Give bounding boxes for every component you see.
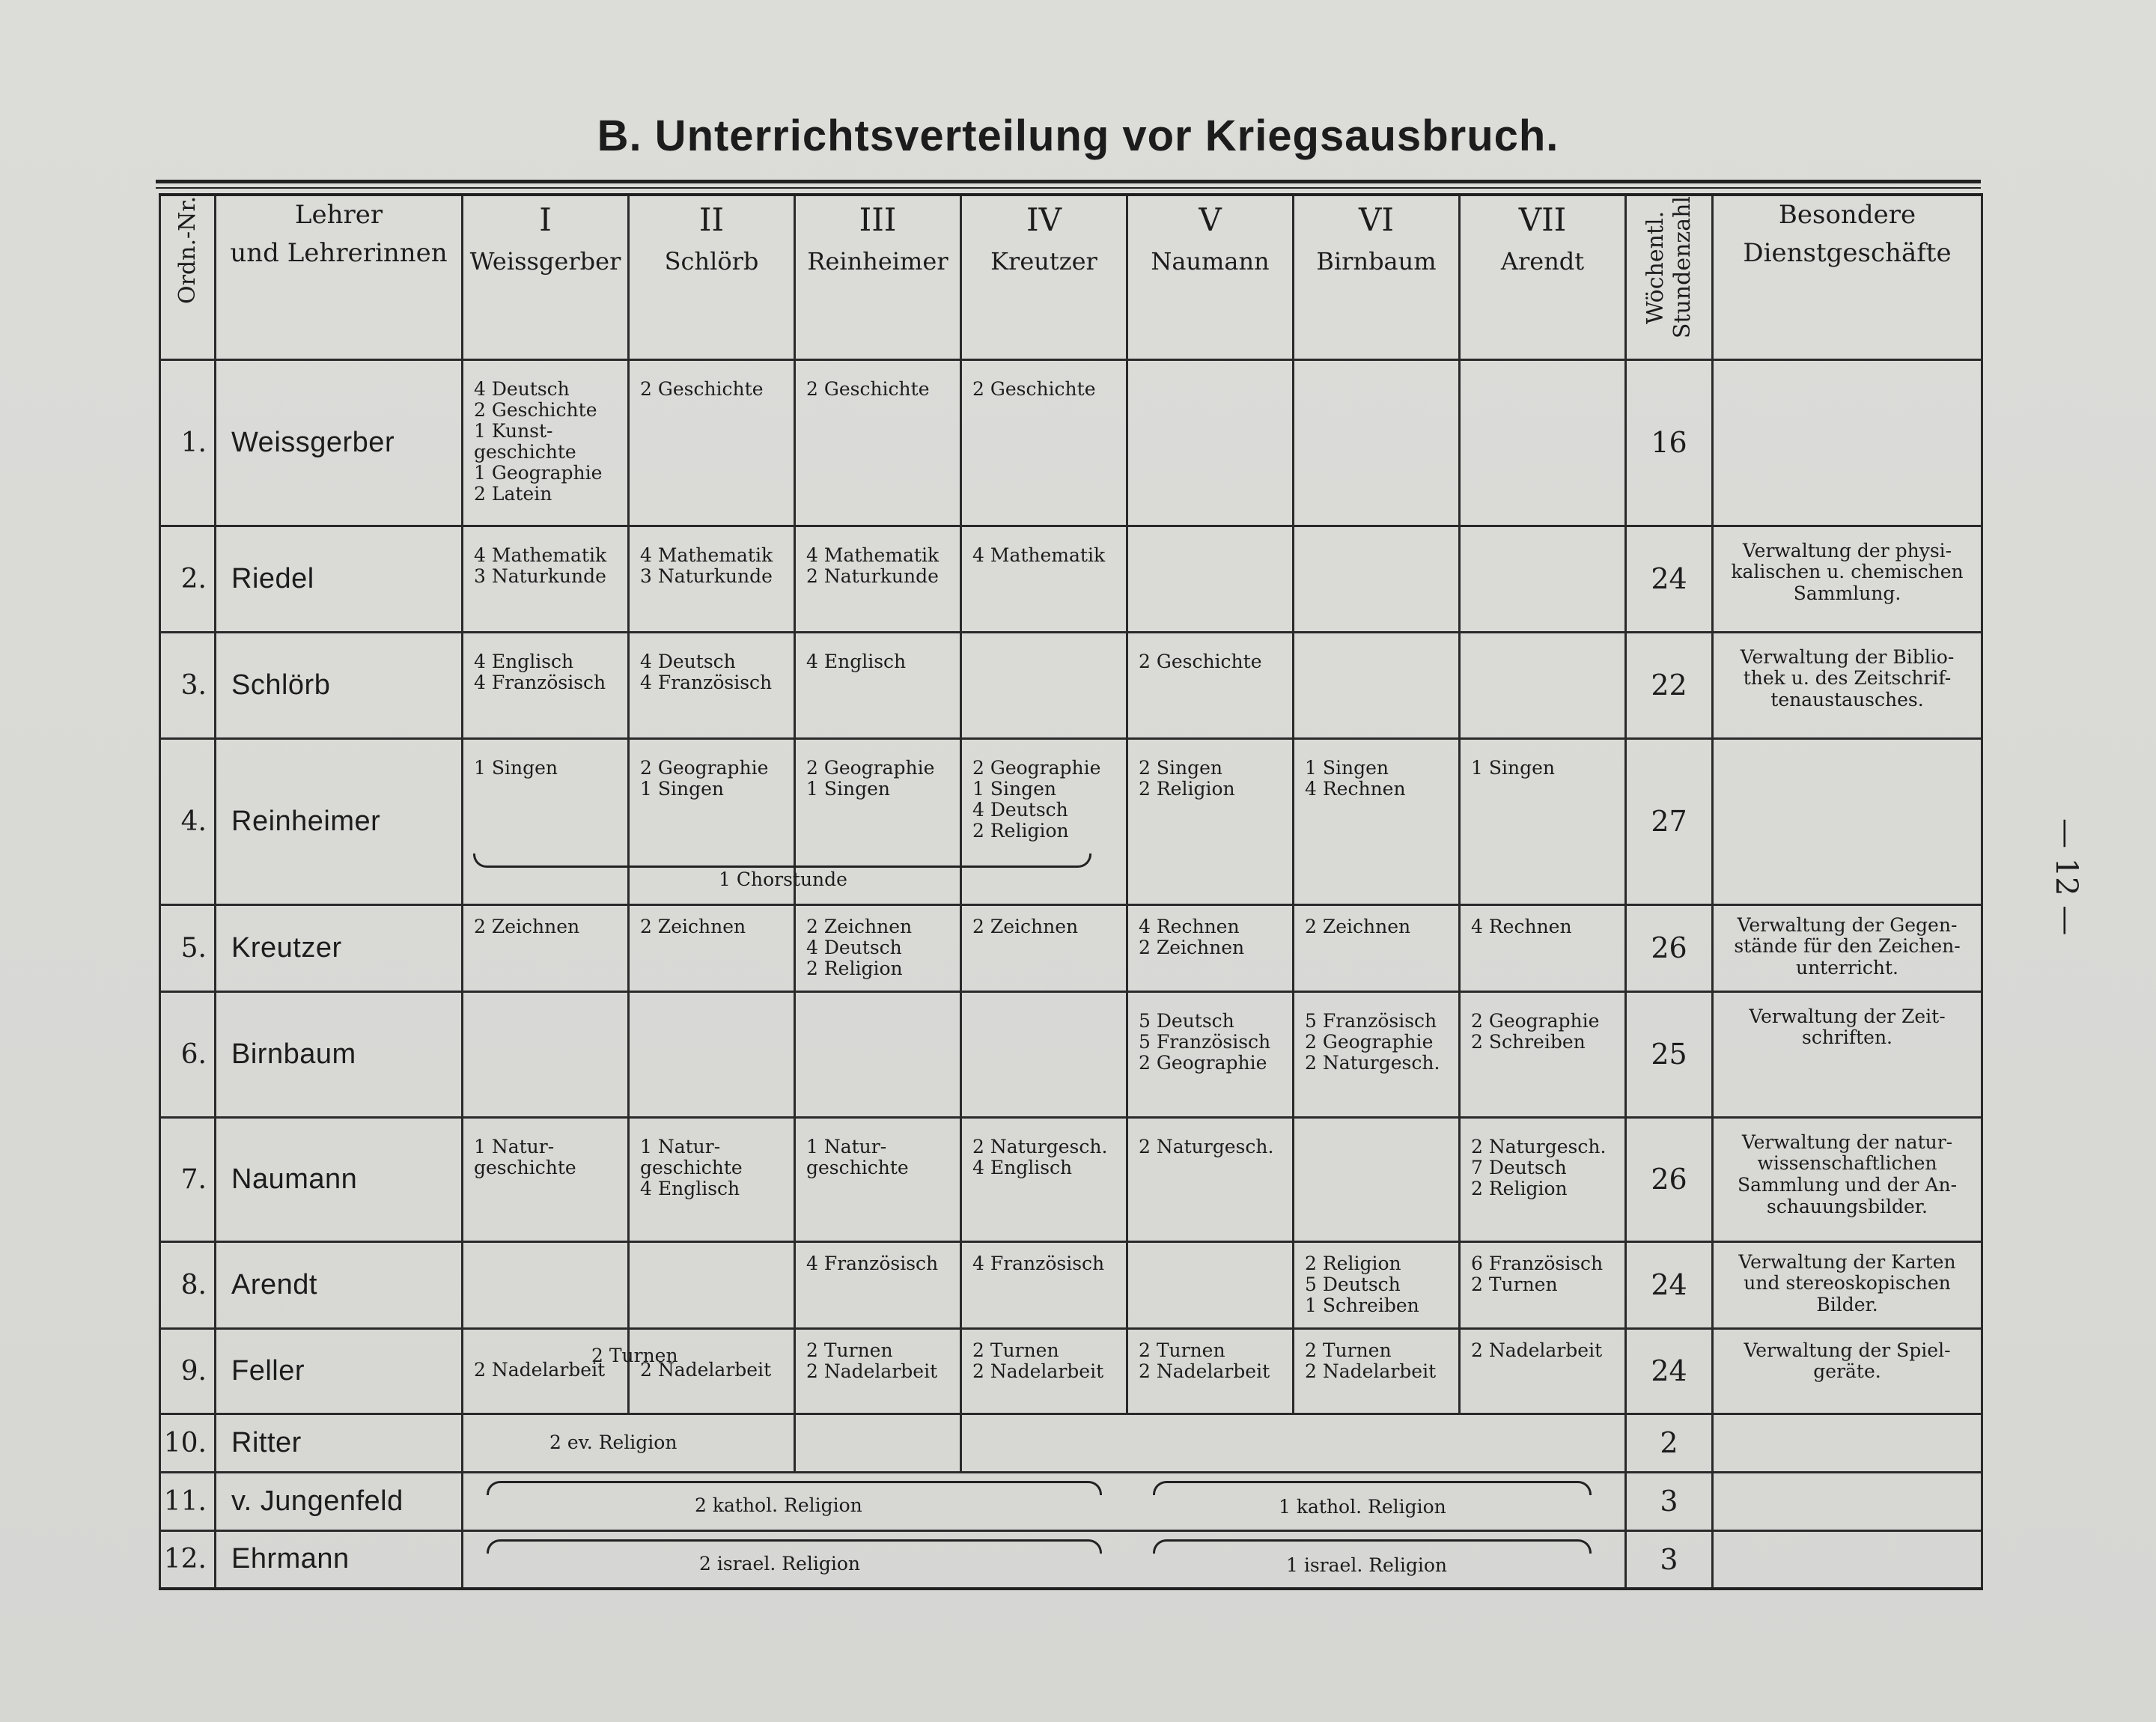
duty-cell	[1713, 1530, 1982, 1589]
table-row	[160, 526, 1982, 632]
class-cell: 2 Geographie 2 Schreiben	[1460, 991, 1626, 1117]
class-cell	[1127, 359, 1294, 526]
teacher-name: Feller	[216, 1328, 463, 1414]
weekly-hours: 3	[1626, 1472, 1713, 1530]
table-row	[160, 1117, 1982, 1241]
class-cell: 1 Singen	[463, 738, 629, 904]
class-cell: 2 Singen 2 Religion	[1127, 738, 1294, 904]
chorstunde-label: 1 Chorstunde	[719, 868, 847, 890]
feller-turnen-label: 2 Turnen	[591, 1345, 678, 1366]
page-number: — 12 —	[2049, 818, 2083, 936]
class-cell: 4 Englisch	[795, 632, 961, 738]
row-number: 10.	[160, 1414, 216, 1472]
class-cell: 4 Rechnen 2 Zeichnen	[1127, 904, 1294, 991]
class-cell: 4 Deutsch 2 Geschichte 1 Kunst- geschichte 1 Geographie 2 Latein	[463, 359, 629, 526]
duty-cell: Verwaltung der Biblio- thek u. des Zeitschrif- tenaustausches.	[1713, 632, 1982, 738]
duty-cell	[1713, 359, 1982, 526]
class-cell	[1294, 1117, 1460, 1241]
jungenfeld-left-brace	[487, 1481, 1102, 1495]
class-cell: 2 Naturgesch. 7 Deutsch 2 Religion	[1460, 1117, 1626, 1241]
teacher-name: Schlörb	[216, 632, 463, 738]
class-cell: 4 Englisch 4 Französisch	[463, 632, 629, 738]
duty-cell: Verwaltung der Zeit- schriften.	[1713, 991, 1982, 1117]
class-cell: 2 Naturgesch. 4 Englisch	[961, 1117, 1127, 1241]
class-cell: 2 Turnen 2 Nadelarbeit	[1127, 1328, 1294, 1414]
class-cell	[961, 632, 1127, 738]
class-cell: 2 Geographie 1 Singen	[629, 738, 795, 904]
class-cell	[463, 1241, 629, 1328]
teacher-name: Kreutzer	[216, 904, 463, 991]
class-cell: 2 Naturgesch.	[1127, 1117, 1294, 1241]
table-row	[160, 738, 1982, 904]
class-cell	[463, 991, 629, 1117]
weekly-hours: 24	[1626, 1241, 1713, 1328]
class-cell: 1 Natur- geschichte 4 Englisch	[629, 1117, 795, 1241]
teacher-name: Birnbaum	[216, 991, 463, 1117]
ehrmann-right-brace	[1153, 1539, 1592, 1554]
table-row	[160, 632, 1982, 738]
title-rule-thin	[156, 187, 1981, 189]
header-class-2: II Schlörb	[629, 195, 795, 359]
header-class-4: IV Kreutzer	[961, 195, 1127, 359]
class-cell	[629, 991, 795, 1117]
header-class-3: III Reinheimer	[795, 195, 961, 359]
table-row	[160, 1414, 1982, 1472]
weekly-hours: 22	[1626, 632, 1713, 738]
header-ordn: Ordn.-Nr.	[160, 195, 216, 359]
header-class-5: V Naumann	[1127, 195, 1294, 359]
ritter-religion-label: 2 ev. Religion	[549, 1432, 677, 1453]
duty-cell	[1713, 1472, 1982, 1530]
row-number: 7.	[160, 1117, 216, 1241]
jungenfeld-right-label: 1 kathol. Religion	[1279, 1496, 1446, 1518]
class-cell: 4 Mathematik 3 Naturkunde	[629, 526, 795, 632]
header-class-1: I Weissgerber	[463, 195, 629, 359]
class-cell: 2 Turnen 2 Nadelarbeit	[961, 1328, 1127, 1414]
class-cell: 2 Geographie 1 Singen 4 Deutsch 2 Religion	[961, 738, 1127, 904]
header-hours: Wöchentl. Stundenzahl	[1626, 195, 1713, 359]
teacher-name: Naumann	[216, 1117, 463, 1241]
class-cell: 1 Natur- geschichte	[463, 1117, 629, 1241]
ehrmann-right-label: 1 israel. Religion	[1286, 1554, 1447, 1576]
row-number: 1.	[160, 359, 216, 526]
chorstunde-brace	[473, 854, 1091, 868]
duty-cell: Verwaltung der Karten und stereoskopischen Bilder.	[1713, 1241, 1982, 1328]
header-row	[160, 195, 1982, 359]
weekly-hours: 26	[1626, 904, 1713, 991]
duty-cell: Verwaltung der physi- kalischen u. chemischen Sammlung.	[1713, 526, 1982, 632]
class-cell: 2 Turnen 2 Nadelarbeit	[1294, 1328, 1460, 1414]
class-cell	[961, 991, 1127, 1117]
class-cell	[795, 1414, 961, 1472]
class-cell: 4 Mathematik	[961, 526, 1127, 632]
class-cell: 2 Nadelarbeit	[1460, 1328, 1626, 1414]
row-number: 5.	[160, 904, 216, 991]
class-cell: 1 Singen	[1460, 738, 1626, 904]
class-cell: 6 Französisch 2 Turnen	[1460, 1241, 1626, 1328]
class-cell	[1294, 359, 1460, 526]
weekly-hours: 25	[1626, 991, 1713, 1117]
weekly-hours: 3	[1626, 1530, 1713, 1589]
row-number: 8.	[160, 1241, 216, 1328]
row-number: 9.	[160, 1328, 216, 1414]
teacher-name: Arendt	[216, 1241, 463, 1328]
teacher-name: Ritter	[216, 1414, 463, 1472]
teacher-name: Riedel	[216, 526, 463, 632]
teacher-name: Ehrmann	[216, 1530, 463, 1589]
class-cell: 4 Deutsch 4 Französisch	[629, 632, 795, 738]
page-title: B. Unterrichtsverteilung vor Kriegsausbruch.	[597, 112, 1559, 160]
class-cell: 4 Rechnen	[1460, 904, 1626, 991]
class-cell	[1127, 1241, 1294, 1328]
row-number: 12.	[160, 1530, 216, 1589]
teacher-name: Weissgerber	[216, 359, 463, 526]
header-class-6: VI Birnbaum	[1294, 195, 1460, 359]
distribution-table	[159, 193, 1983, 1590]
class-cell: 2 Geschichte	[629, 359, 795, 526]
class-cell: 5 Französisch 2 Geographie 2 Naturgesch.	[1294, 991, 1460, 1117]
class-cell: 4 Mathematik 2 Naturkunde	[795, 526, 961, 632]
header-duties: Besondere Dienstgeschäfte	[1713, 195, 1982, 359]
class-cell: 1 Natur- geschichte	[795, 1117, 961, 1241]
duty-cell: Verwaltung der Spiel- geräte.	[1713, 1328, 1982, 1414]
weekly-hours: 16	[1626, 359, 1713, 526]
table-row	[160, 1241, 1982, 1328]
class-cell	[1460, 359, 1626, 526]
ehrmann-left-label: 2 israel. Religion	[699, 1553, 860, 1575]
class-cell	[629, 1241, 795, 1328]
row-number: 4.	[160, 738, 216, 904]
class-cell: 2 Zeichnen	[1294, 904, 1460, 991]
class-cell: 4 Französisch	[795, 1241, 961, 1328]
class-cell: 5 Deutsch 5 Französisch 2 Geographie	[1127, 991, 1294, 1117]
class-cell	[1460, 526, 1626, 632]
class-cell: 2 Nadelarbeit	[463, 1328, 629, 1414]
class-cell: 1 Singen 4 Rechnen	[1294, 738, 1460, 904]
table-row	[160, 904, 1982, 991]
span-cell	[961, 1414, 1626, 1472]
weekly-hours: 24	[1626, 526, 1713, 632]
table-row	[160, 1328, 1982, 1414]
weekly-hours: 27	[1626, 738, 1713, 904]
table-row	[160, 359, 1982, 526]
teacher-name: Reinheimer	[216, 738, 463, 904]
duty-cell	[1713, 738, 1982, 904]
class-cell	[1460, 632, 1626, 738]
class-cell: 2 Zeichnen	[629, 904, 795, 991]
class-cell	[795, 991, 961, 1117]
row-number: 2.	[160, 526, 216, 632]
class-cell	[1294, 526, 1460, 632]
table-row	[160, 991, 1982, 1117]
class-cell: 2 Geschichte	[1127, 632, 1294, 738]
class-cell: 4 Mathematik 3 Naturkunde	[463, 526, 629, 632]
class-cell: 2 Religion 5 Deutsch 1 Schreiben	[1294, 1241, 1460, 1328]
class-cell: 2 Geschichte	[795, 359, 961, 526]
class-cell: 2 Zeichnen 4 Deutsch 2 Religion	[795, 904, 961, 991]
duty-cell	[1713, 1414, 1982, 1472]
header-teacher: Lehrer und Lehrerinnen	[216, 195, 463, 359]
duty-cell: Verwaltung der Gegen- stände für den Zeichen- unterricht.	[1713, 904, 1982, 991]
header-class-7: VII Arendt	[1460, 195, 1626, 359]
row-number: 11.	[160, 1472, 216, 1530]
duty-cell: Verwaltung der natur- wissenschaftlichen Sammlung und der An- schauungsbilder.	[1713, 1117, 1982, 1241]
teacher-name: v. Jungenfeld	[216, 1472, 463, 1530]
class-cell: 2 Geschichte	[961, 359, 1127, 526]
title-rule-thick	[156, 180, 1981, 183]
row-number: 6.	[160, 991, 216, 1117]
class-cell: 2 Geographie 1 Singen	[795, 738, 961, 904]
class-cell: 2 Nadelarbeit	[629, 1328, 795, 1414]
class-cell: 2 Zeichnen	[463, 904, 629, 991]
class-cell	[1127, 526, 1294, 632]
jungenfeld-right-brace	[1153, 1481, 1592, 1495]
class-cell: 4 Französisch	[961, 1241, 1127, 1328]
row-number: 3.	[160, 632, 216, 738]
class-cell: 2 Turnen 2 Nadelarbeit	[795, 1328, 961, 1414]
weekly-hours: 2	[1626, 1414, 1713, 1472]
jungenfeld-left-label: 2 kathol. Religion	[695, 1494, 862, 1516]
weekly-hours: 26	[1626, 1117, 1713, 1241]
class-cell: 2 Zeichnen	[961, 904, 1127, 991]
weekly-hours: 24	[1626, 1328, 1713, 1414]
class-cell	[1294, 632, 1460, 738]
ehrmann-left-brace	[487, 1539, 1102, 1554]
